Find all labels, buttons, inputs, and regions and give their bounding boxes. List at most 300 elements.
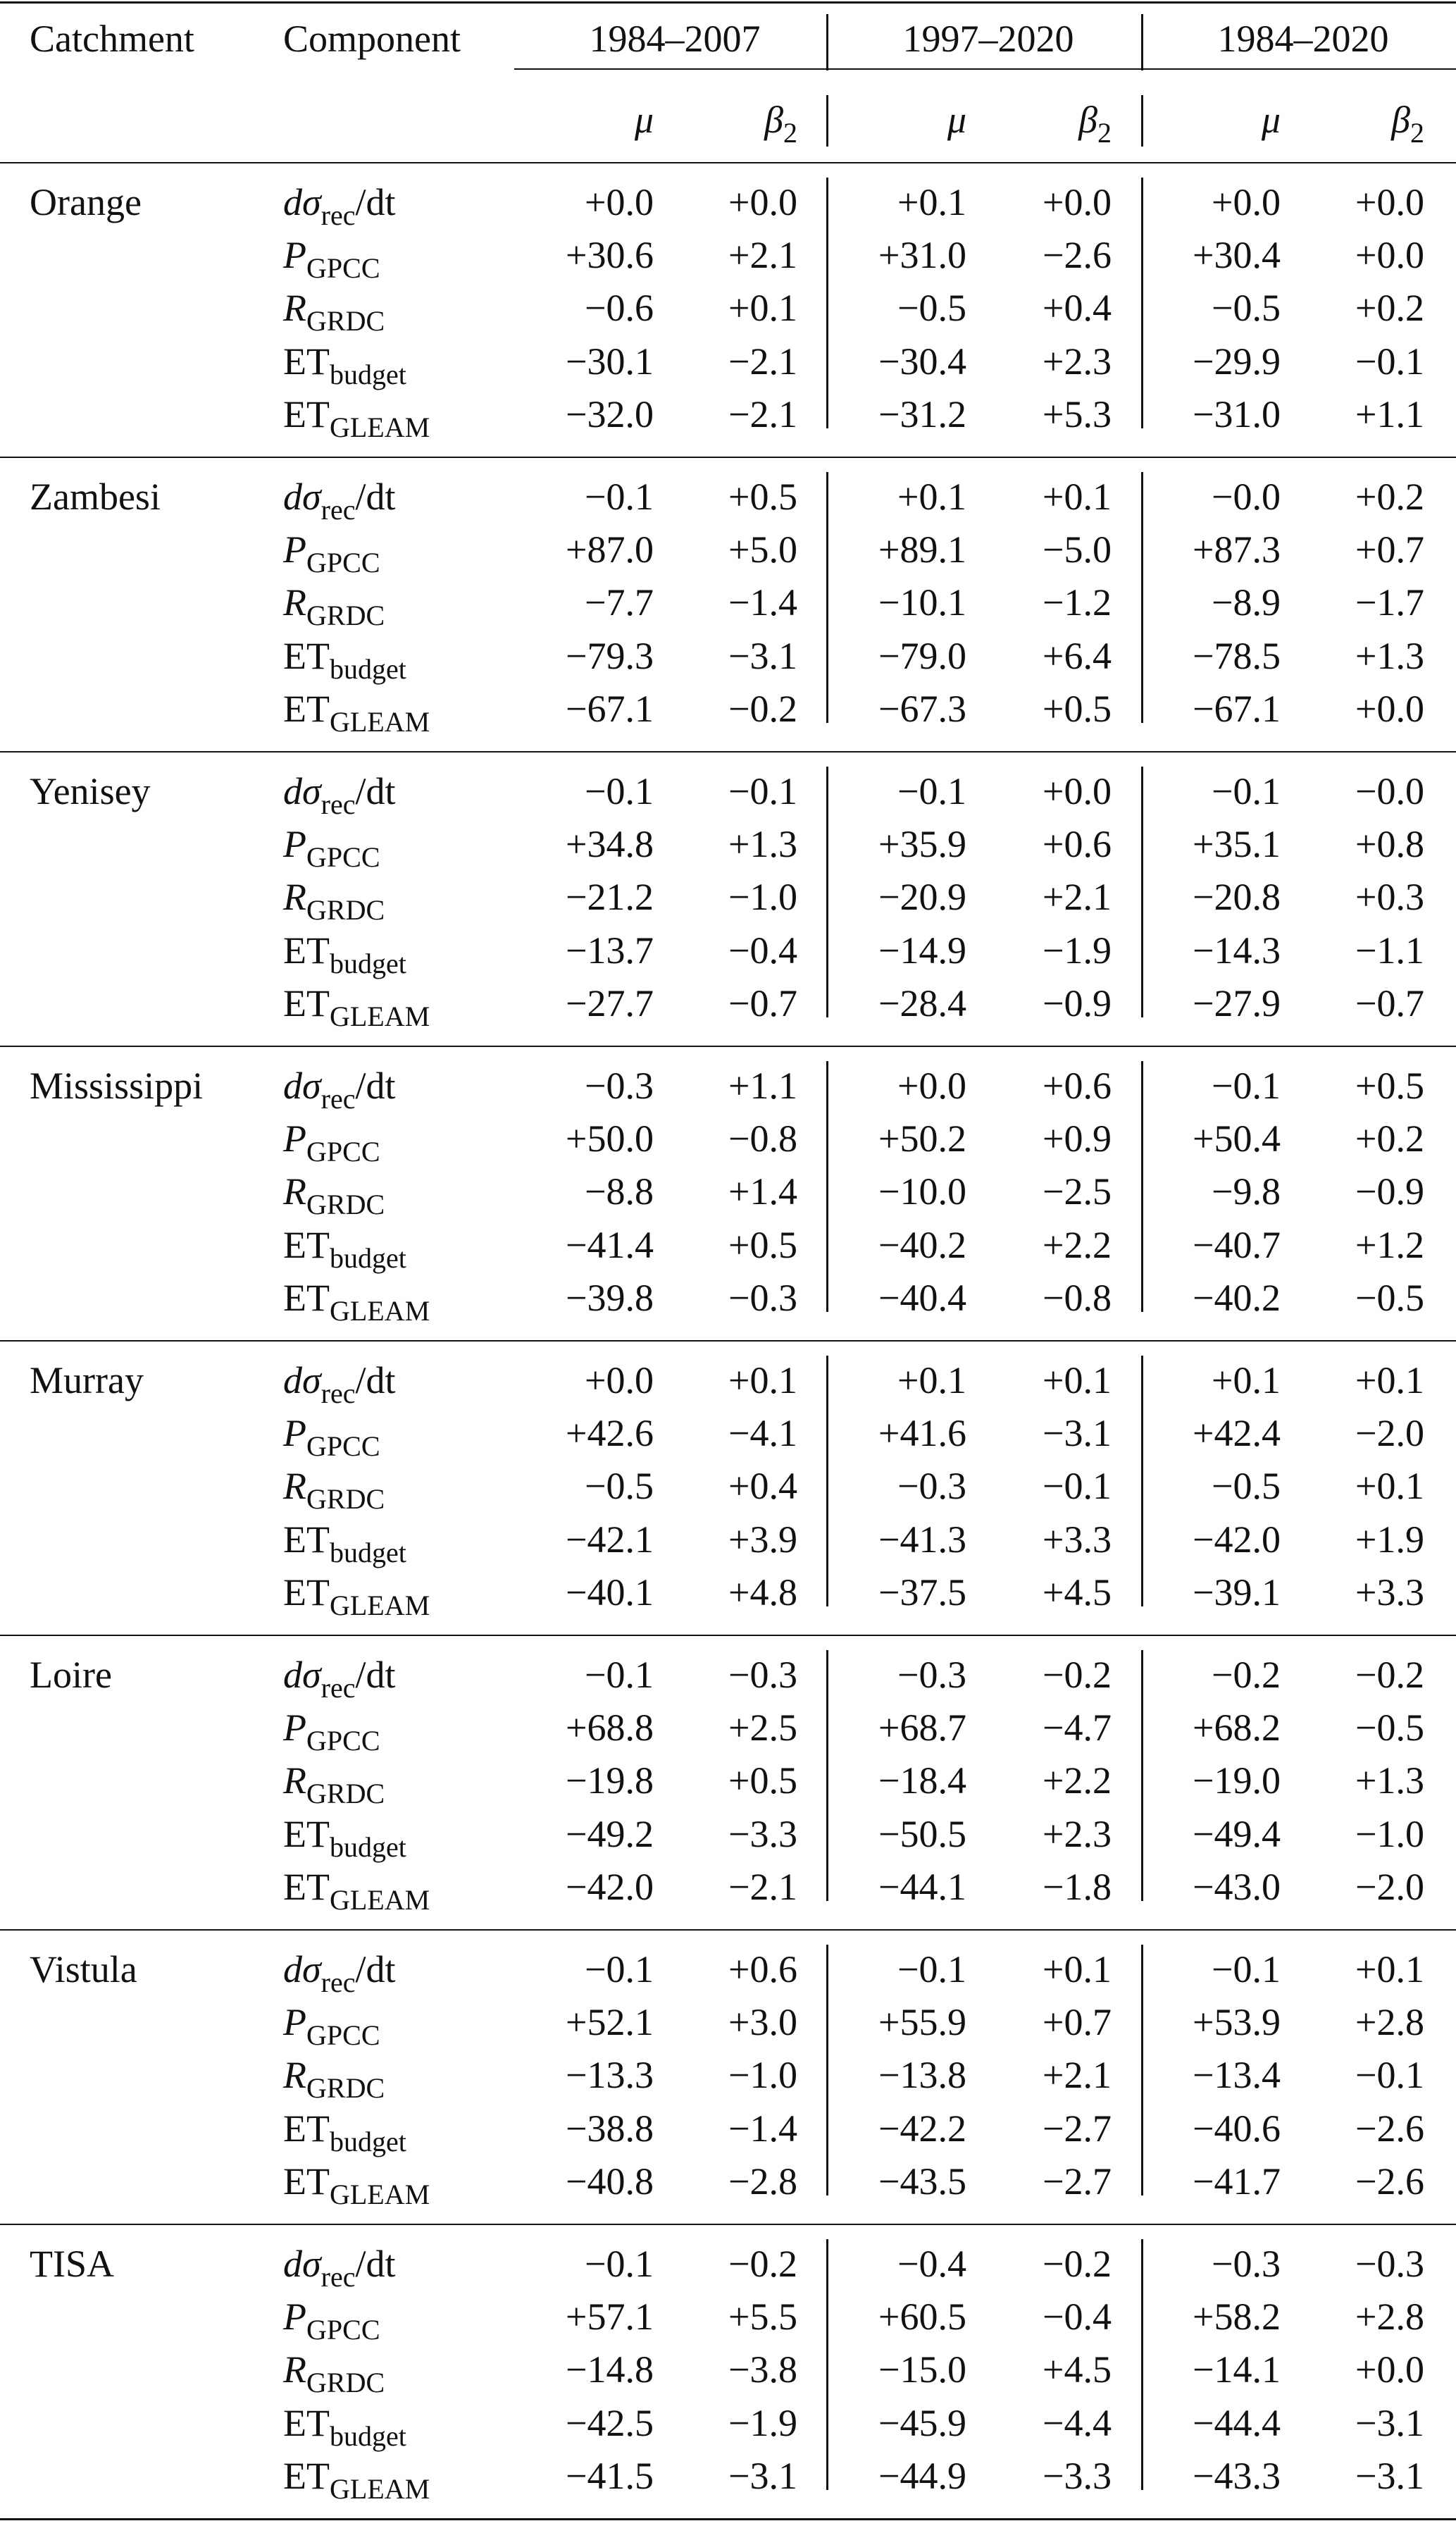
beta-value: −1.9 bbox=[1043, 929, 1112, 972]
catchment-name: Orange bbox=[30, 181, 142, 223]
beta-value: +5.3 bbox=[1043, 392, 1112, 435]
mu-value: −49.4 bbox=[1193, 1812, 1281, 1855]
beta-value: +2.5 bbox=[728, 1707, 797, 1749]
catchment-name: Yenisey bbox=[30, 770, 151, 812]
component-subscript: budget bbox=[329, 652, 406, 685]
beta-value: −2.5 bbox=[1043, 1170, 1112, 1213]
beta-value: +0.5 bbox=[728, 476, 797, 518]
component-label-r bbox=[283, 287, 385, 337]
component-subscript: GRDC bbox=[306, 600, 385, 632]
component-subscript: budget bbox=[329, 1831, 406, 1863]
block-rule bbox=[0, 1340, 1456, 1342]
mu-value: −19.8 bbox=[566, 1759, 654, 1802]
beta-value: +0.5 bbox=[728, 1223, 797, 1266]
beta-value: −1.7 bbox=[1355, 581, 1424, 624]
beta-value: −0.2 bbox=[728, 687, 797, 730]
mu-value: +35.1 bbox=[1193, 823, 1281, 866]
mu-value: −0.1 bbox=[585, 1654, 654, 1696]
component-label-etb bbox=[283, 2107, 406, 2157]
component-label-dsig bbox=[283, 181, 396, 231]
mu-value: −41.5 bbox=[566, 2454, 654, 2497]
mu-value: +55.9 bbox=[878, 2001, 966, 2044]
mu-value: −0.3 bbox=[897, 1465, 966, 1508]
beta-value: +0.2 bbox=[1355, 1117, 1424, 1160]
block-divider-2 bbox=[1141, 767, 1143, 1017]
mu-value: +68.2 bbox=[1193, 1707, 1281, 1749]
mu-value: −40.8 bbox=[566, 2160, 654, 2203]
component-label-dsig bbox=[283, 476, 396, 526]
component-label-dsig bbox=[283, 770, 396, 820]
component-label-etg bbox=[283, 392, 430, 443]
component-label-p bbox=[283, 234, 380, 285]
header-beta-2 bbox=[1391, 99, 1424, 149]
beta-value: +0.9 bbox=[1043, 1117, 1112, 1160]
block-divider-2 bbox=[1141, 178, 1143, 428]
mu-value: −0.1 bbox=[585, 476, 654, 518]
component-symbol: R bbox=[283, 287, 306, 330]
beta-value: −3.3 bbox=[728, 1812, 797, 1855]
component-subscript: rec bbox=[321, 1672, 356, 1704]
mu-value: −8.8 bbox=[585, 1170, 654, 1213]
mu-value: +68.8 bbox=[566, 1707, 654, 1749]
mu-value: −40.1 bbox=[566, 1571, 654, 1613]
component-suffix: /dt bbox=[355, 1065, 396, 1107]
beta-value: −3.3 bbox=[1043, 2454, 1112, 2497]
header-period-0: 1984–2007 bbox=[589, 18, 761, 60]
mu-value: +35.9 bbox=[878, 823, 966, 866]
component-symbol: R bbox=[283, 1170, 306, 1213]
beta-value: +0.8 bbox=[1355, 823, 1424, 866]
component-label-etg bbox=[283, 1571, 430, 1621]
mu-value: −40.2 bbox=[878, 1223, 966, 1266]
block-rule bbox=[0, 1929, 1456, 1931]
beta-value: −0.8 bbox=[1043, 1276, 1112, 1319]
component-symbol: ET bbox=[283, 1812, 330, 1855]
component-subscript: GRDC bbox=[306, 1483, 385, 1516]
component-label-etb bbox=[283, 340, 406, 390]
beta-value: −0.1 bbox=[1355, 2054, 1424, 2097]
component-symbol: ET bbox=[283, 1223, 330, 1266]
component-symbol: dσ bbox=[283, 2243, 321, 2285]
mu-value: +0.0 bbox=[585, 1359, 654, 1401]
component-symbol: ET bbox=[283, 392, 330, 435]
component-suffix: /dt bbox=[355, 181, 396, 223]
component-subscript: GPCC bbox=[306, 841, 380, 874]
mu-value: −42.1 bbox=[566, 1518, 654, 1561]
block-divider-2 bbox=[1141, 472, 1143, 723]
mu-value: +52.1 bbox=[566, 2001, 654, 2044]
mu-value: −30.1 bbox=[566, 340, 654, 383]
mu-value: −67.1 bbox=[1193, 687, 1281, 730]
beta-value: −0.3 bbox=[728, 1654, 797, 1696]
beta-value: +0.1 bbox=[1043, 476, 1112, 518]
component-symbol: P bbox=[283, 2001, 306, 2044]
mu-value: −0.5 bbox=[1212, 1465, 1281, 1508]
header-component: Component bbox=[283, 18, 461, 60]
beta-value: −2.8 bbox=[728, 2160, 797, 2203]
beta-value: −2.1 bbox=[728, 392, 797, 435]
catchment-name: Loire bbox=[30, 1654, 112, 1696]
beta-value: −2.6 bbox=[1355, 2160, 1424, 2203]
mu-value: −0.5 bbox=[585, 1465, 654, 1508]
mu-value: −30.4 bbox=[878, 340, 966, 383]
mu-value: −20.9 bbox=[878, 876, 966, 919]
beta-value: −2.6 bbox=[1043, 234, 1112, 277]
mu-value: +42.4 bbox=[1193, 1412, 1281, 1455]
component-label-etg bbox=[283, 1865, 430, 1916]
component-symbol: dσ bbox=[283, 770, 321, 812]
beta-value: +2.8 bbox=[1355, 2001, 1424, 2044]
component-symbol: R bbox=[283, 876, 306, 919]
block-divider-1 bbox=[826, 767, 828, 1017]
beta-value: +0.7 bbox=[1043, 2001, 1112, 2044]
block-divider-2 bbox=[1141, 1356, 1143, 1606]
block-divider-1 bbox=[826, 178, 828, 428]
component-subscript: rec bbox=[321, 494, 356, 526]
beta-value: +0.5 bbox=[728, 1759, 797, 1802]
component-subscript: GPCC bbox=[306, 547, 380, 579]
component-symbol: ET bbox=[283, 929, 330, 972]
mu-value: −44.4 bbox=[1193, 2401, 1281, 2444]
mu-value: −29.9 bbox=[1193, 340, 1281, 383]
mu-value: −43.3 bbox=[1193, 2454, 1281, 2497]
component-symbol: R bbox=[283, 1759, 306, 1802]
mu-value: −67.1 bbox=[566, 687, 654, 730]
beta-value: −3.1 bbox=[1043, 1412, 1112, 1455]
component-symbol: dσ bbox=[283, 1948, 321, 1990]
mu-value: +50.4 bbox=[1193, 1117, 1281, 1160]
component-subscript: rec bbox=[321, 199, 356, 231]
block-divider-1 bbox=[826, 472, 828, 723]
component-label-etb bbox=[283, 929, 406, 979]
component-label-r bbox=[283, 2054, 385, 2105]
beta-value: −2.7 bbox=[1043, 2160, 1112, 2203]
beta-symbol: β bbox=[1078, 99, 1097, 141]
component-symbol: dσ bbox=[283, 476, 321, 518]
header-period-1: 1997–2020 bbox=[902, 18, 1074, 60]
beta-value: +0.0 bbox=[1355, 234, 1424, 277]
mu-value: −0.3 bbox=[897, 1654, 966, 1696]
beta-value: −0.1 bbox=[1043, 1465, 1112, 1508]
beta-value: +0.5 bbox=[1355, 1065, 1424, 1107]
block-rule bbox=[0, 457, 1456, 458]
mu-value: +87.0 bbox=[566, 528, 654, 571]
mu-value: −79.3 bbox=[566, 634, 654, 677]
mu-value: −31.0 bbox=[1193, 392, 1281, 435]
component-symbol: P bbox=[283, 1412, 306, 1455]
component-label-r bbox=[283, 876, 385, 927]
beta-value: −1.2 bbox=[1043, 581, 1112, 624]
component-subscript: rec bbox=[321, 2261, 356, 2293]
block-rule bbox=[0, 2518, 1456, 2520]
component-label-etb bbox=[283, 1812, 406, 1863]
mu-value: +31.0 bbox=[878, 234, 966, 277]
component-symbol: ET bbox=[283, 1865, 330, 1908]
mu-value: −0.1 bbox=[585, 1948, 654, 1990]
component-subscript: rec bbox=[321, 1966, 356, 1998]
beta-value: +1.1 bbox=[728, 1065, 797, 1107]
component-label-r bbox=[283, 581, 385, 632]
beta-value: −1.9 bbox=[728, 2401, 797, 2444]
beta-value: −3.1 bbox=[1355, 2401, 1424, 2444]
beta-value: −0.2 bbox=[728, 2243, 797, 2285]
header-bottom-rule bbox=[0, 162, 1456, 163]
mu-value: +89.1 bbox=[878, 528, 966, 571]
mu-value: +87.3 bbox=[1193, 528, 1281, 571]
mu-value: +34.8 bbox=[566, 823, 654, 866]
mu-value: +0.0 bbox=[897, 1065, 966, 1107]
component-label-p bbox=[283, 823, 380, 874]
beta-symbol: β bbox=[1391, 99, 1410, 141]
component-subscript: rec bbox=[321, 788, 356, 820]
beta-value: +2.3 bbox=[1043, 1812, 1112, 1855]
block-divider-2 bbox=[1141, 1945, 1143, 2195]
mu-value: −10.1 bbox=[878, 581, 966, 624]
mu-value: −0.1 bbox=[1212, 1948, 1281, 1990]
mu-value: −44.9 bbox=[878, 2454, 966, 2497]
mu-value: −40.4 bbox=[878, 1276, 966, 1319]
block-divider-1 bbox=[826, 1650, 828, 1901]
component-label-etb bbox=[283, 1223, 406, 1274]
mu-value: −13.3 bbox=[566, 2054, 654, 2097]
component-subscript: GPCC bbox=[306, 1136, 380, 1168]
beta-value: −1.4 bbox=[728, 2107, 797, 2150]
beta-value: +0.1 bbox=[728, 287, 797, 330]
mu-value: −42.0 bbox=[1193, 1518, 1281, 1561]
beta-symbol: β bbox=[764, 99, 783, 141]
beta-value: +3.3 bbox=[1355, 1571, 1424, 1613]
beta-subscript: 2 bbox=[783, 117, 797, 149]
component-subscript: budget bbox=[329, 2420, 406, 2452]
component-subscript: GLEAM bbox=[329, 1589, 430, 1621]
beta-value: −2.1 bbox=[728, 340, 797, 383]
mu-value: −0.1 bbox=[585, 2243, 654, 2285]
header-beta-1 bbox=[1078, 99, 1112, 149]
beta-value: +0.1 bbox=[1355, 1359, 1424, 1401]
beta-value: −0.2 bbox=[1043, 1654, 1112, 1696]
component-symbol: dσ bbox=[283, 1359, 321, 1401]
beta-value: +0.5 bbox=[1043, 687, 1112, 730]
beta-value: +2.1 bbox=[1043, 2054, 1112, 2097]
component-symbol: R bbox=[283, 581, 306, 624]
mu-value: +0.0 bbox=[585, 181, 654, 223]
mu-value: −37.5 bbox=[878, 1571, 966, 1613]
component-symbol: ET bbox=[283, 2454, 330, 2497]
beta-value: −0.9 bbox=[1355, 1170, 1424, 1213]
component-label-p bbox=[283, 1707, 380, 1757]
component-subscript: rec bbox=[321, 1377, 356, 1409]
beta-value: −2.0 bbox=[1355, 1412, 1424, 1455]
mu-value: −45.9 bbox=[878, 2401, 966, 2444]
block-divider-2 bbox=[1141, 1061, 1143, 1312]
component-suffix: /dt bbox=[355, 770, 396, 812]
component-label-etb bbox=[283, 2401, 406, 2452]
beta-value: −5.0 bbox=[1043, 528, 1112, 571]
beta-value: −0.7 bbox=[1355, 981, 1424, 1024]
component-symbol: ET bbox=[283, 981, 330, 1024]
component-label-r bbox=[283, 1759, 385, 1810]
component-symbol: dσ bbox=[283, 1065, 321, 1107]
beta-value: +1.3 bbox=[1355, 1759, 1424, 1802]
component-symbol: R bbox=[283, 1465, 306, 1508]
beta-value: −1.0 bbox=[728, 876, 797, 919]
component-label-etb bbox=[283, 634, 406, 685]
beta-value: +0.6 bbox=[1043, 823, 1112, 866]
beta-value: −4.1 bbox=[728, 1412, 797, 1455]
mu-value: −40.2 bbox=[1193, 1276, 1281, 1319]
component-subscript: GRDC bbox=[306, 1778, 385, 1810]
mu-value: −9.8 bbox=[1212, 1170, 1281, 1213]
mu-value: −31.2 bbox=[878, 392, 966, 435]
component-suffix: /dt bbox=[355, 2243, 396, 2285]
block-rule bbox=[0, 751, 1456, 752]
beta-value: +5.0 bbox=[728, 528, 797, 571]
component-subscript: GRDC bbox=[306, 305, 385, 337]
mu-value: +53.9 bbox=[1193, 2001, 1281, 2044]
beta-value: +0.0 bbox=[1355, 687, 1424, 730]
mu-value: +0.1 bbox=[897, 476, 966, 518]
beta-value: −1.0 bbox=[728, 2054, 797, 2097]
mu-value: −15.0 bbox=[878, 2348, 966, 2391]
mu-value: −42.0 bbox=[566, 1865, 654, 1908]
component-subscript: budget bbox=[329, 358, 406, 390]
mu-value: −42.2 bbox=[878, 2107, 966, 2150]
mu-value: +50.0 bbox=[566, 1117, 654, 1160]
component-subscript: GPCC bbox=[306, 1725, 380, 1757]
beta-value: −1.0 bbox=[1355, 1812, 1424, 1855]
component-symbol: dσ bbox=[283, 1654, 321, 1696]
mu-value: −43.5 bbox=[878, 2160, 966, 2203]
component-label-dsig bbox=[283, 2243, 396, 2293]
component-label-dsig bbox=[283, 1359, 396, 1409]
beta-value: +5.5 bbox=[728, 2296, 797, 2339]
beta-value: +0.2 bbox=[1355, 287, 1424, 330]
component-symbol: P bbox=[283, 1117, 306, 1160]
beta-value: +0.2 bbox=[1355, 476, 1424, 518]
catchment-name: Murray bbox=[30, 1359, 144, 1401]
mu-value: −13.8 bbox=[878, 2054, 966, 2097]
beta-value: +1.2 bbox=[1355, 1223, 1424, 1266]
component-subscript: GLEAM bbox=[329, 705, 430, 738]
component-symbol: R bbox=[283, 2054, 306, 2097]
mu-value: −0.5 bbox=[1212, 287, 1281, 330]
component-label-etg bbox=[283, 687, 430, 738]
component-subscript: GPCC bbox=[306, 252, 380, 285]
component-label-etg bbox=[283, 2454, 430, 2505]
beta-value: +0.1 bbox=[1043, 1948, 1112, 1990]
catchment-name: Vistula bbox=[30, 1948, 137, 1990]
mu-value: −7.7 bbox=[585, 581, 654, 624]
period-rule bbox=[514, 68, 1456, 70]
header-beta-0 bbox=[764, 99, 797, 149]
beta-value: −0.1 bbox=[1355, 340, 1424, 383]
beta-value: +3.0 bbox=[728, 2001, 797, 2044]
beta-value: +2.1 bbox=[1043, 876, 1112, 919]
mu-value: −0.3 bbox=[585, 1065, 654, 1107]
beta-value: +6.4 bbox=[1043, 634, 1112, 677]
beta-value: +0.0 bbox=[1355, 181, 1424, 223]
beta-value: −3.1 bbox=[728, 2454, 797, 2497]
component-label-r bbox=[283, 1170, 385, 1221]
beta-value: −2.1 bbox=[728, 1865, 797, 1908]
component-label-p bbox=[283, 2001, 380, 2052]
mu-value: −39.1 bbox=[1193, 1571, 1281, 1613]
mu-value: −78.5 bbox=[1193, 634, 1281, 677]
component-label-p bbox=[283, 1412, 380, 1463]
block-divider-2 bbox=[1141, 1650, 1143, 1901]
block-divider-1 bbox=[826, 2239, 828, 2490]
beta-value: −4.4 bbox=[1043, 2401, 1112, 2444]
beta-value: +0.1 bbox=[1355, 1948, 1424, 1990]
mu-value: −50.5 bbox=[878, 1812, 966, 1855]
component-subscript: rec bbox=[321, 1083, 356, 1115]
component-suffix: /dt bbox=[355, 1359, 396, 1401]
header-mu-2 bbox=[1262, 101, 1281, 139]
component-symbol: ET bbox=[283, 1518, 330, 1561]
header-mu-1 bbox=[947, 101, 966, 139]
component-symbol: ET bbox=[283, 340, 330, 383]
mu-value: −14.9 bbox=[878, 929, 966, 972]
component-subscript: budget bbox=[329, 1241, 406, 1274]
beta-value: −0.8 bbox=[728, 1117, 797, 1160]
block-rule bbox=[0, 1635, 1456, 1636]
beta-value: +0.0 bbox=[1043, 181, 1112, 223]
header-divider-2 bbox=[1141, 14, 1143, 70]
component-label-p bbox=[283, 528, 380, 579]
mu-symbol: μ bbox=[1261, 99, 1281, 141]
beta-value: −0.5 bbox=[1355, 1276, 1424, 1319]
mu-value: −0.2 bbox=[1212, 1654, 1281, 1696]
component-symbol: ET bbox=[283, 2160, 330, 2203]
block-divider-1 bbox=[826, 1945, 828, 2195]
beta-value: +1.4 bbox=[728, 1170, 797, 1213]
mu-value: −13.4 bbox=[1193, 2054, 1281, 2097]
mu-value: −21.2 bbox=[566, 876, 654, 919]
component-label-etg bbox=[283, 2160, 430, 2210]
component-label-r bbox=[283, 2348, 385, 2399]
mu-value: +60.5 bbox=[878, 2296, 966, 2339]
beta-value: +0.1 bbox=[1355, 1465, 1424, 1508]
block-rule bbox=[0, 1046, 1456, 1047]
beta-value: +1.9 bbox=[1355, 1518, 1424, 1561]
component-symbol: dσ bbox=[283, 181, 321, 223]
mu-value: −41.7 bbox=[1193, 2160, 1281, 2203]
beta-value: +1.3 bbox=[728, 823, 797, 866]
mu-symbol: μ bbox=[634, 99, 654, 141]
beta-value: +4.5 bbox=[1043, 1571, 1112, 1613]
component-subscript: GRDC bbox=[306, 2367, 385, 2399]
mu-value: −40.7 bbox=[1193, 1223, 1281, 1266]
mu-value: −18.4 bbox=[878, 1759, 966, 1802]
mu-value: +30.6 bbox=[566, 234, 654, 277]
component-label-dsig bbox=[283, 1065, 396, 1115]
beta-value: −3.1 bbox=[1355, 2454, 1424, 2497]
header-divider-1 bbox=[826, 14, 828, 70]
mu-value: −0.5 bbox=[897, 287, 966, 330]
beta-value: −2.0 bbox=[1355, 1865, 1424, 1908]
mu-value: −27.9 bbox=[1193, 981, 1281, 1024]
mu-value: −67.3 bbox=[878, 687, 966, 730]
beta-value: +2.1 bbox=[728, 234, 797, 277]
mu-value: −20.8 bbox=[1193, 876, 1281, 919]
mu-value: +57.1 bbox=[566, 2296, 654, 2339]
component-symbol: P bbox=[283, 2296, 306, 2339]
component-label-p bbox=[283, 1117, 380, 1168]
header-mu-0 bbox=[635, 101, 654, 139]
component-label-r bbox=[283, 1465, 385, 1516]
beta-value: −0.5 bbox=[1355, 1707, 1424, 1749]
component-label-etg bbox=[283, 1276, 430, 1327]
